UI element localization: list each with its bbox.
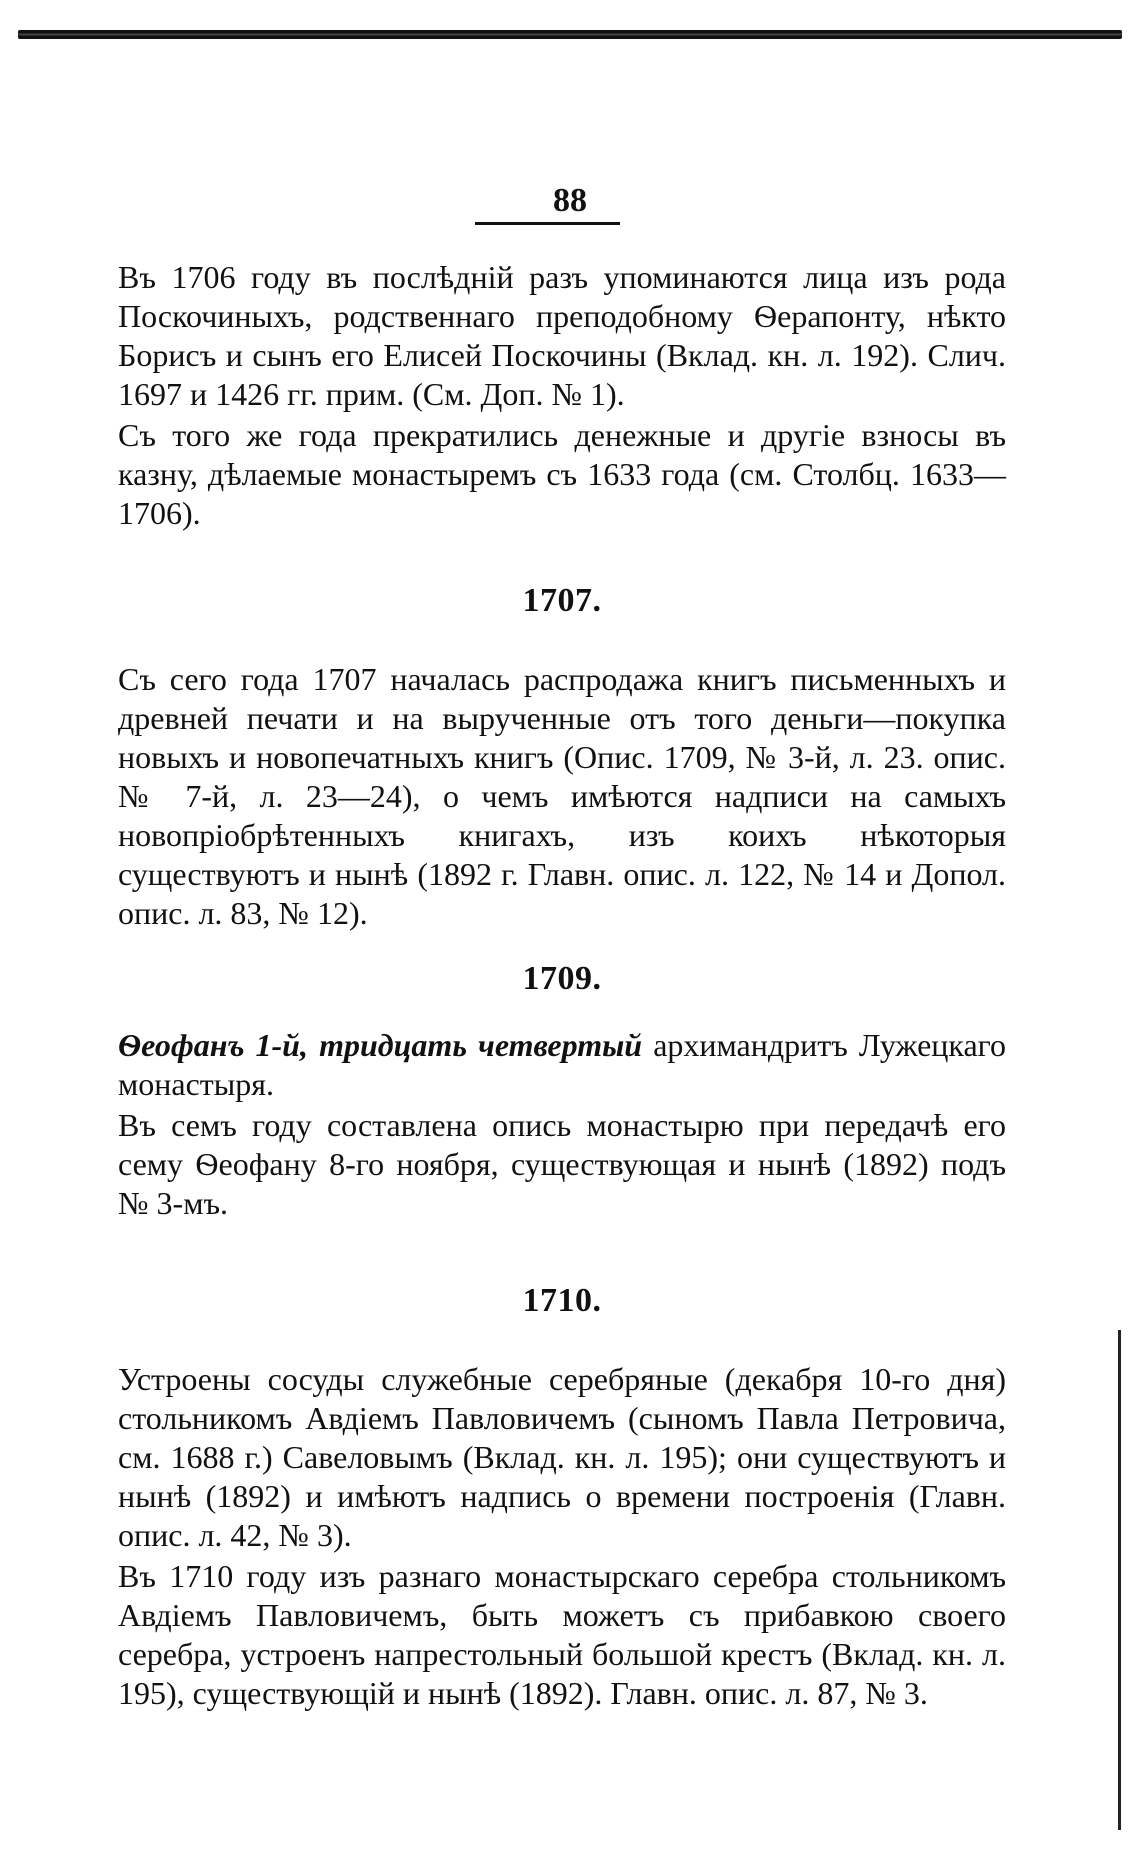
section-heading-1710: 1710. bbox=[522, 1282, 602, 1319]
page-body bbox=[118, 258, 1006, 1715]
paragraph-1706-contributions: Съ того же года прекратились денежные и другіе взносы въ казну, дѣлаемые монастыремъ съ 1633 года (см. Столбц. 1633—1706). bbox=[118, 417, 1006, 531]
page-number: 88 bbox=[553, 182, 587, 219]
archimandrite-name: Ѳеофанъ 1-й, тридцать четвертый bbox=[118, 1027, 643, 1063]
paragraph-1707-books: Съ сего года 1707 началась распродажа книгъ письменныхъ и древней печати и на вырученные отъ того деньги—покупка новыхъ и новопечатныхъ книгъ (Опис. 1709, № 3-й, л. 23. опис. № 7-й, л. 23—24), о чемъ имѣются надписи на самыхъ новопріобрѣтенныхъ книгахъ, изъ коихъ нѣкоторыя существуютъ и нынѣ (1892 г. Главн. опис. л. 122, № 14 и Допол. опис. л. 83, № 12). bbox=[118, 661, 1006, 931]
paragraph-1709-archimandrite bbox=[118, 1026, 1006, 1104]
paragraph-1706-poskochiny: Въ 1706 году въ послѣдній разъ упоминаются лица изъ рода Поскочиныхъ, родственнаго преподобному Ѳерапонту, нѣкто Борисъ и сынъ его Елисей Поскочины (Вклад. кн. л. 192). Слич. 1697 и 1426 гг. прим. (См. Доп. № 1). bbox=[118, 259, 1006, 412]
paragraph-1710-vessels: Устроены сосуды служебные серебряные (декабря 10-го дня) стольникомъ Авдіемъ Павловичемъ (сыномъ Павла Петровича, см. 1688 г.) Савеловымъ (Вклад. кн. л. 195); они существуютъ и нынѣ (1892) и имѣютъ надпись о времени построенія (Главн. опис. л. 42, № 3). bbox=[118, 1361, 1006, 1553]
paragraph-1710-cross: Въ 1710 году изъ разнаго монастырскаго серебра стольникомъ Авдіемъ Павловичемъ, быть можетъ съ прибавкою своего серебра, устроенъ напрестольный большой крестъ (Вклад. кн. л. 195), существующій и нынѣ (1892). Главн. опис. л. 87, № 3. bbox=[118, 1558, 1006, 1711]
paragraph-1709-inventory: Въ семъ году составлена опись монастырю при передачѣ его сему Ѳеофану 8-го ноября, существующая и нынѣ (1892) подъ № 3-мъ. bbox=[118, 1107, 1006, 1221]
top-border-rule bbox=[18, 30, 1122, 39]
section-heading-1709: 1709. bbox=[522, 960, 602, 997]
side-margin-rule bbox=[1118, 1330, 1121, 1830]
archimandrite-title: архимандритъ Лужецкаго монастыря. bbox=[118, 1027, 1007, 1102]
page-number-underline bbox=[475, 222, 620, 225]
section-heading-1707: 1707. bbox=[522, 582, 602, 619]
